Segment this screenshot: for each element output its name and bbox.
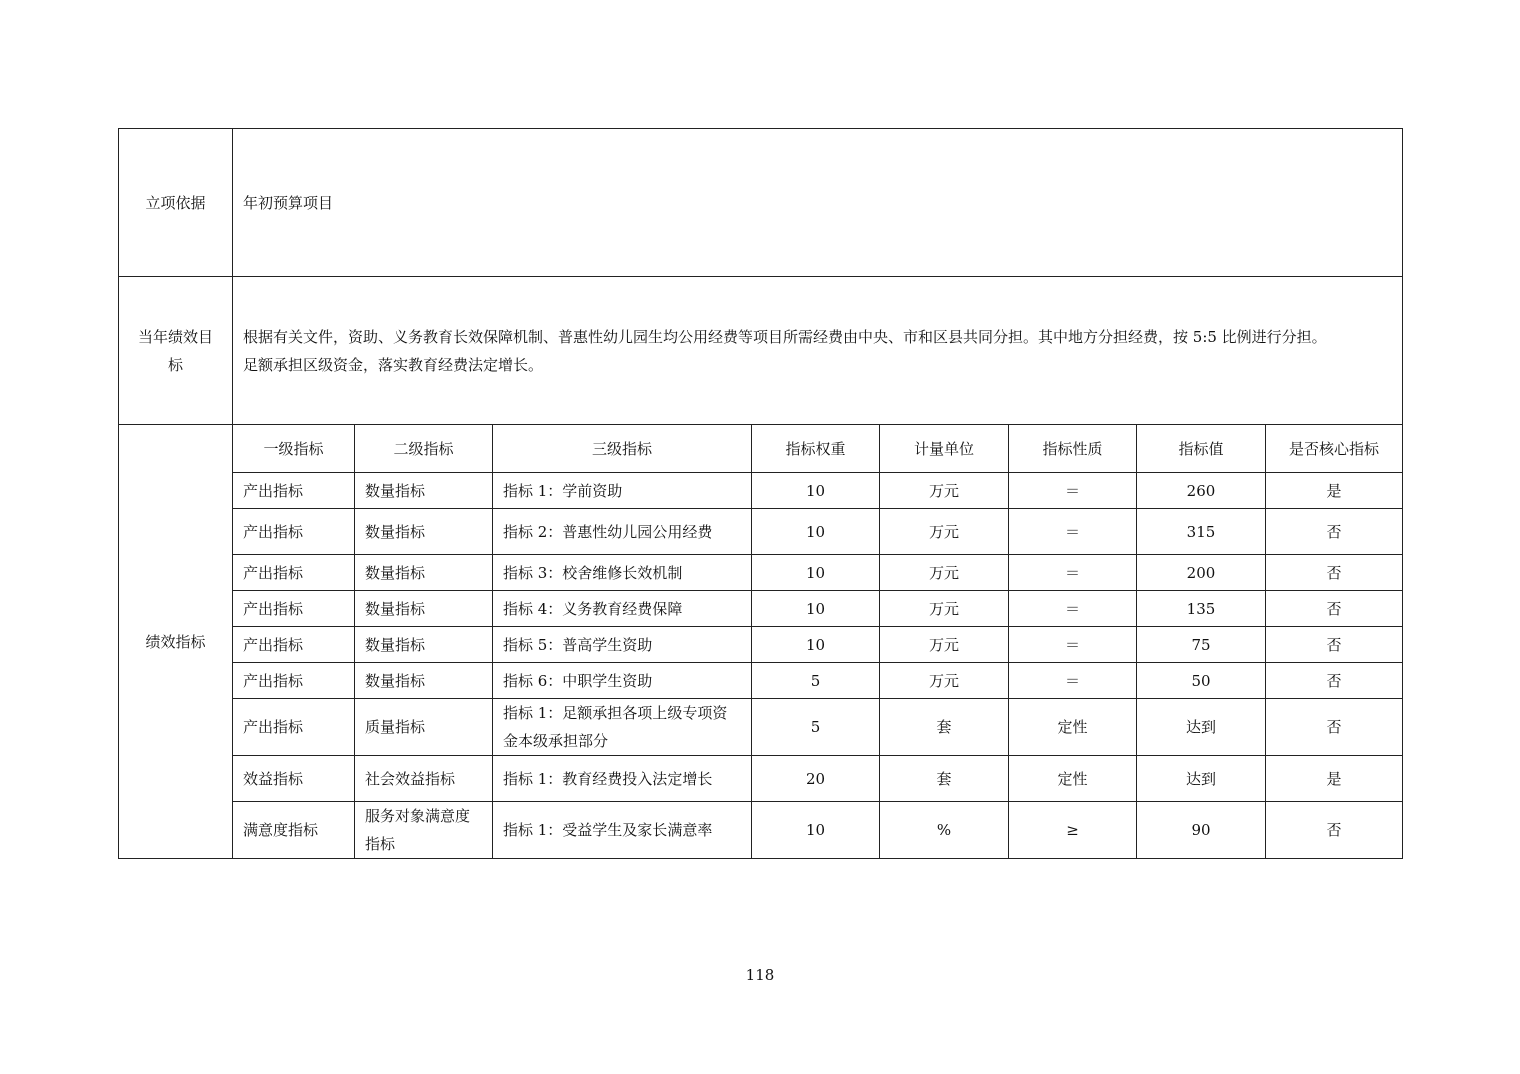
core-cell: 是 [1266, 756, 1403, 802]
indicators-label: 绩效指标 [119, 425, 233, 859]
level2-cell: 数量指标 [355, 627, 493, 663]
level1-cell: 产出指标 [233, 591, 355, 627]
level3-cell: 指标 1：教育经费投入法定增长 [493, 756, 752, 802]
goal-content-line1: 根据有关文件，资助、义务教育长效保障机制、普惠性幼儿园生均公用经费等项目所需经费由中央、市和区县共同分担。其中地方分担经费，按 5:5 比例进行分担。 [243, 327, 1327, 346]
weight-cell: 10 [752, 627, 880, 663]
value-cell: 90 [1137, 802, 1266, 859]
goal-content [233, 277, 1403, 425]
table-row [119, 591, 1403, 627]
page-number: 118 [745, 966, 775, 984]
nature-cell: ＝ [1009, 473, 1137, 509]
weight-cell: 5 [752, 663, 880, 699]
header-nature: 指标性质 [1009, 425, 1137, 473]
level3-cell: 指标 1：足额承担各项上级专项资金本级承担部分 [493, 699, 752, 756]
unit-cell: 套 [880, 699, 1009, 756]
level1-cell: 满意度指标 [233, 802, 355, 859]
level3-cell: 指标 1：受益学生及家长满意率 [493, 802, 752, 859]
unit-cell: 万元 [880, 627, 1009, 663]
goal-label-line2: 标 [167, 355, 183, 374]
weight-cell: 10 [752, 591, 880, 627]
unit-cell: % [880, 802, 1009, 859]
value-cell: 260 [1137, 473, 1266, 509]
weight-cell: 10 [752, 509, 880, 555]
basis-row [119, 129, 1403, 277]
value-cell: 135 [1137, 591, 1266, 627]
weight-cell: 10 [752, 473, 880, 509]
core-cell: 否 [1266, 555, 1403, 591]
level1-cell: 产出指标 [233, 555, 355, 591]
table-row [119, 555, 1403, 591]
header-level3: 三级指标 [493, 425, 752, 473]
indicator-header-row [119, 425, 1403, 473]
unit-cell: 万元 [880, 509, 1009, 555]
nature-cell: 定性 [1009, 699, 1137, 756]
table-row [119, 509, 1403, 555]
level2-cell: 数量指标 [355, 555, 493, 591]
weight-cell: 10 [752, 802, 880, 859]
level2-cell: 数量指标 [355, 591, 493, 627]
level3-cell: 指标 6：中职学生资助 [493, 663, 752, 699]
unit-cell: 万元 [880, 555, 1009, 591]
core-cell: 否 [1266, 663, 1403, 699]
table-row [119, 627, 1403, 663]
level3-cell: 指标 5：普高学生资助 [493, 627, 752, 663]
unit-cell: 万元 [880, 591, 1009, 627]
core-cell: 否 [1266, 591, 1403, 627]
value-cell: 75 [1137, 627, 1266, 663]
weight-cell: 10 [752, 555, 880, 591]
nature-cell: ＝ [1009, 627, 1137, 663]
unit-cell: 套 [880, 756, 1009, 802]
header-level1: 一级指标 [233, 425, 355, 473]
goal-label-line1: 当年绩效目 [137, 327, 213, 346]
performance-table [118, 128, 1403, 859]
weight-cell: 5 [752, 699, 880, 756]
value-cell: 达到 [1137, 699, 1266, 756]
unit-cell: 万元 [880, 473, 1009, 509]
value-cell: 315 [1137, 509, 1266, 555]
table-row [119, 699, 1403, 756]
nature-cell: ＝ [1009, 555, 1137, 591]
level2-cell: 数量指标 [355, 473, 493, 509]
header-value: 指标值 [1137, 425, 1266, 473]
level3-cell: 指标 2：普惠性幼儿园公用经费 [493, 509, 752, 555]
level2-cell: 质量指标 [355, 699, 493, 756]
table-row [119, 802, 1403, 859]
goal-content-line2: 足额承担区级资金，落实教育经费法定增长。 [243, 355, 544, 374]
level1-cell: 产出指标 [233, 473, 355, 509]
value-cell: 50 [1137, 663, 1266, 699]
header-core: 是否核心指标 [1266, 425, 1403, 473]
level2-cell: 服务对象满意度指标 [355, 802, 493, 859]
level2-cell: 社会效益指标 [355, 756, 493, 802]
header-unit: 计量单位 [880, 425, 1009, 473]
nature-cell: ＝ [1009, 591, 1137, 627]
level2-cell: 数量指标 [355, 663, 493, 699]
level1-cell: 效益指标 [233, 756, 355, 802]
basis-content: 年初预算项目 [233, 129, 1403, 277]
weight-cell: 20 [752, 756, 880, 802]
level1-cell: 产出指标 [233, 509, 355, 555]
level2-cell: 数量指标 [355, 509, 493, 555]
core-cell: 否 [1266, 699, 1403, 756]
table-row [119, 663, 1403, 699]
core-cell: 否 [1266, 627, 1403, 663]
header-weight: 指标权重 [752, 425, 880, 473]
nature-cell: ＝ [1009, 663, 1137, 699]
goal-row [119, 277, 1403, 425]
goal-label [119, 277, 233, 425]
level1-cell: 产出指标 [233, 699, 355, 756]
table-row [119, 756, 1403, 802]
nature-cell: 定性 [1009, 756, 1137, 802]
unit-cell: 万元 [880, 663, 1009, 699]
core-cell: 否 [1266, 802, 1403, 859]
level1-cell: 产出指标 [233, 627, 355, 663]
nature-cell: ＝ [1009, 509, 1137, 555]
level3-cell: 指标 3：校舍维修长效机制 [493, 555, 752, 591]
value-cell: 200 [1137, 555, 1266, 591]
level1-cell: 产出指标 [233, 663, 355, 699]
header-level2: 二级指标 [355, 425, 493, 473]
core-cell: 是 [1266, 473, 1403, 509]
table-row [119, 473, 1403, 509]
core-cell: 否 [1266, 509, 1403, 555]
level3-cell: 指标 4：义务教育经费保障 [493, 591, 752, 627]
level3-cell: 指标 1：学前资助 [493, 473, 752, 509]
value-cell: 达到 [1137, 756, 1266, 802]
basis-label: 立项依据 [119, 129, 233, 277]
nature-cell: ≥ [1009, 802, 1137, 859]
